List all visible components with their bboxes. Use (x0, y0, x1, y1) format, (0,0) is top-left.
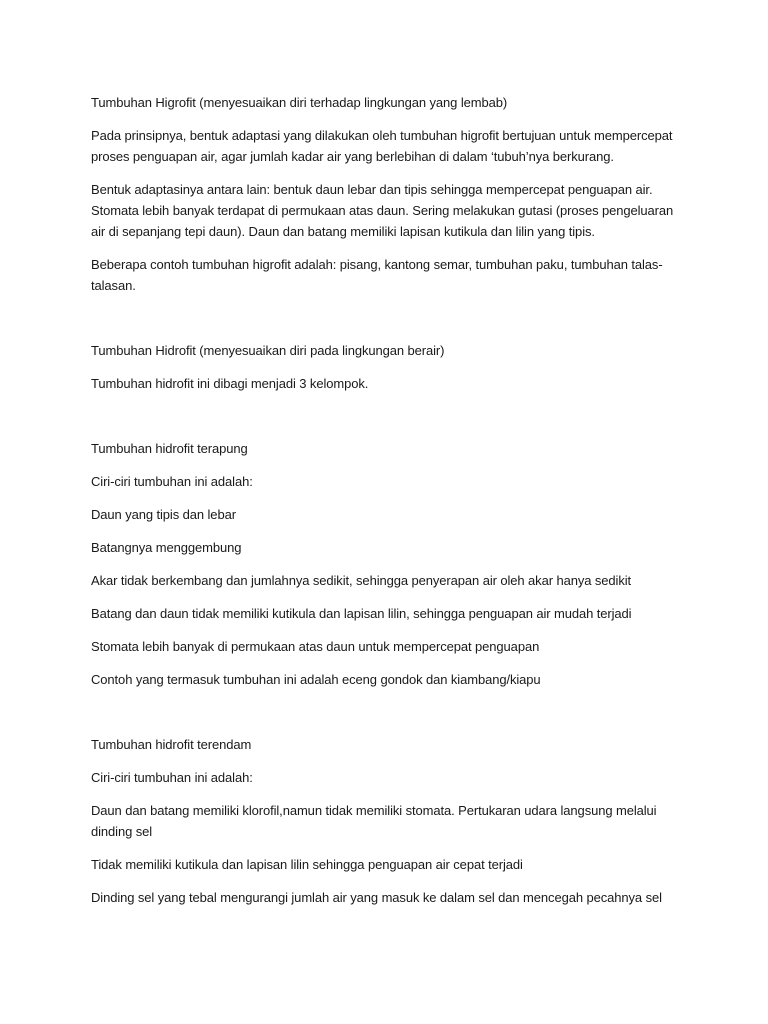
paragraph: Bentuk adaptasinya antara lain: bentuk daun lebar dan tipis sehingga mempercepat penguapan air. Stomata lebih banyak terdapat di permukaan atas daun. Sering melakukan gutasi (proses pengeluaran air di sepanjang tepi daun). Daun dan batang memiliki lapisan kutikula dan lilin yang tipis. (91, 182, 674, 239)
blank-line (91, 308, 681, 340)
section-heading-higrofit: Tumbuhan Higrofit (menyesuaikan diri terhadap lingkungan yang lembab) (91, 95, 508, 110)
paragraph: Ciri-ciri tumbuhan ini adalah: (91, 474, 253, 489)
list-item: Daun yang tipis dan lebar (91, 507, 236, 522)
document-body (91, 92, 681, 920)
subsection-heading-terendam: Tumbuhan hidrofit terendam (91, 737, 252, 752)
subsection-heading-terapung: Tumbuhan hidrofit terapung (91, 441, 248, 456)
list-item: Tidak memiliki kutikula dan lapisan lilin sehingga penguapan air cepat terjadi (91, 857, 523, 872)
list-item: Stomata lebih banyak di permukaan atas daun untuk mempercepat penguapan (91, 639, 540, 654)
paragraph: Ciri-ciri tumbuhan ini adalah: (91, 770, 253, 785)
section-heading-hidrofit: Tumbuhan Hidrofit (menyesuaikan diri pada lingkungan berair) (91, 343, 445, 358)
paragraph: Pada prinsipnya, bentuk adaptasi yang dilakukan oleh tumbuhan higrofit bertujuan untuk mempercepat proses penguapan air, agar jumlah kadar air yang berlebihan di dalam ‘tubuh’nya berkurang. (91, 128, 673, 164)
paragraph: Beberapa contoh tumbuhan higrofit adalah: pisang, kantong semar, tumbuhan paku, tumbuhan talas-talasan. (91, 257, 663, 293)
paragraph: Tumbuhan hidrofit ini dibagi menjadi 3 kelompok. (91, 376, 369, 391)
list-item: Akar tidak berkembang dan jumlahnya sedikit, sehingga penyerapan air oleh akar hanya sedikit (91, 573, 632, 588)
blank-line (91, 406, 681, 438)
list-item: Daun dan batang memiliki klorofil,namun tidak memiliki stomata. Pertukaran udara langsung melalui dinding sel (91, 803, 657, 839)
list-item: Batang dan daun tidak memiliki kutikula dan lapisan lilin, sehingga penguapan air mudah terjadi (91, 606, 632, 621)
blank-line (91, 702, 681, 734)
list-item: Dinding sel yang tebal mengurangi jumlah air yang masuk ke dalam sel dan mencegah pecahnya sel (91, 890, 662, 905)
list-item: Contoh yang termasuk tumbuhan ini adalah eceng gondok dan kiambang/kiapu (91, 672, 541, 687)
list-item: Batangnya menggembung (91, 540, 242, 555)
